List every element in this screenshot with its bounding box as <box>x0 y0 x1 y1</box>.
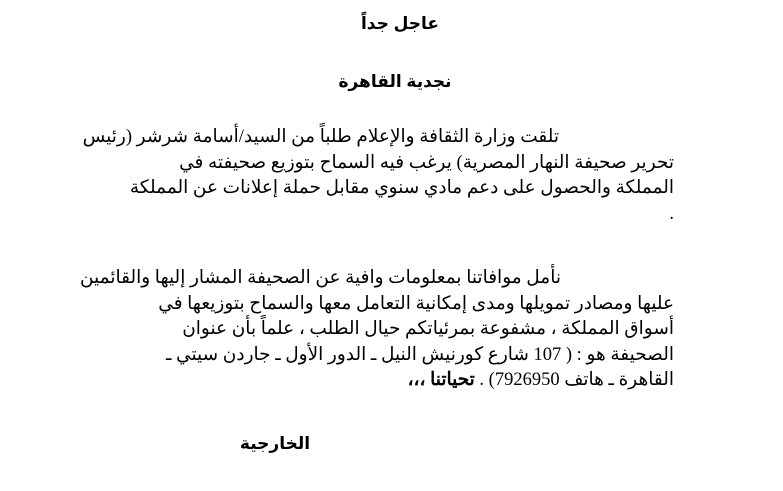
recipient-heading: نجدية القاهرة <box>338 72 452 91</box>
urgent-heading: عاجل جداً <box>360 14 440 33</box>
paragraph-inquiry <box>79 266 674 394</box>
paragraph-line: أسواق المملكة ، مشفوعة بمرئياتكم حيال الطلب ، علماً بأن عنوان <box>182 319 674 339</box>
paragraph-line: . <box>669 203 674 224</box>
paragraph-line: تلقت وزارة الثقافة والإعلام طلباً من السيد/أسامة شرشر (رئيس <box>82 127 559 147</box>
greeting-text: تحياتنا ،،، <box>407 370 475 390</box>
paragraph-line: الصحيفة هو : ( 107 شارع كورنيش النيل ـ الدور الأول ـ جاردن سيتي ـ <box>165 344 674 365</box>
paragraph-request <box>82 125 674 227</box>
paragraph-line: المملكة والحصول على دعم مادي سنوي مقابل حملة إعلانات عن المملكة <box>129 178 674 198</box>
paragraph-line: نأمل موافاتنا بمعلومات وافية عن الصحيفة المشار إليها والقائمين <box>79 268 561 288</box>
paragraph-last-line <box>100 368 674 394</box>
address-phone-text: القاهرة ـ هاتف 7926950) . <box>474 370 674 390</box>
paragraph-line: عليها ومصادر تمويلها ومدى إمكانية التعامل معها والسماح بتوزيعها في <box>158 293 674 314</box>
paragraph-line: تحرير صحيفة النهار المصرية) يرغب فيه السماح بتوزيع صحيفته في <box>179 152 674 173</box>
closing-heading: الخارجية <box>239 434 311 453</box>
